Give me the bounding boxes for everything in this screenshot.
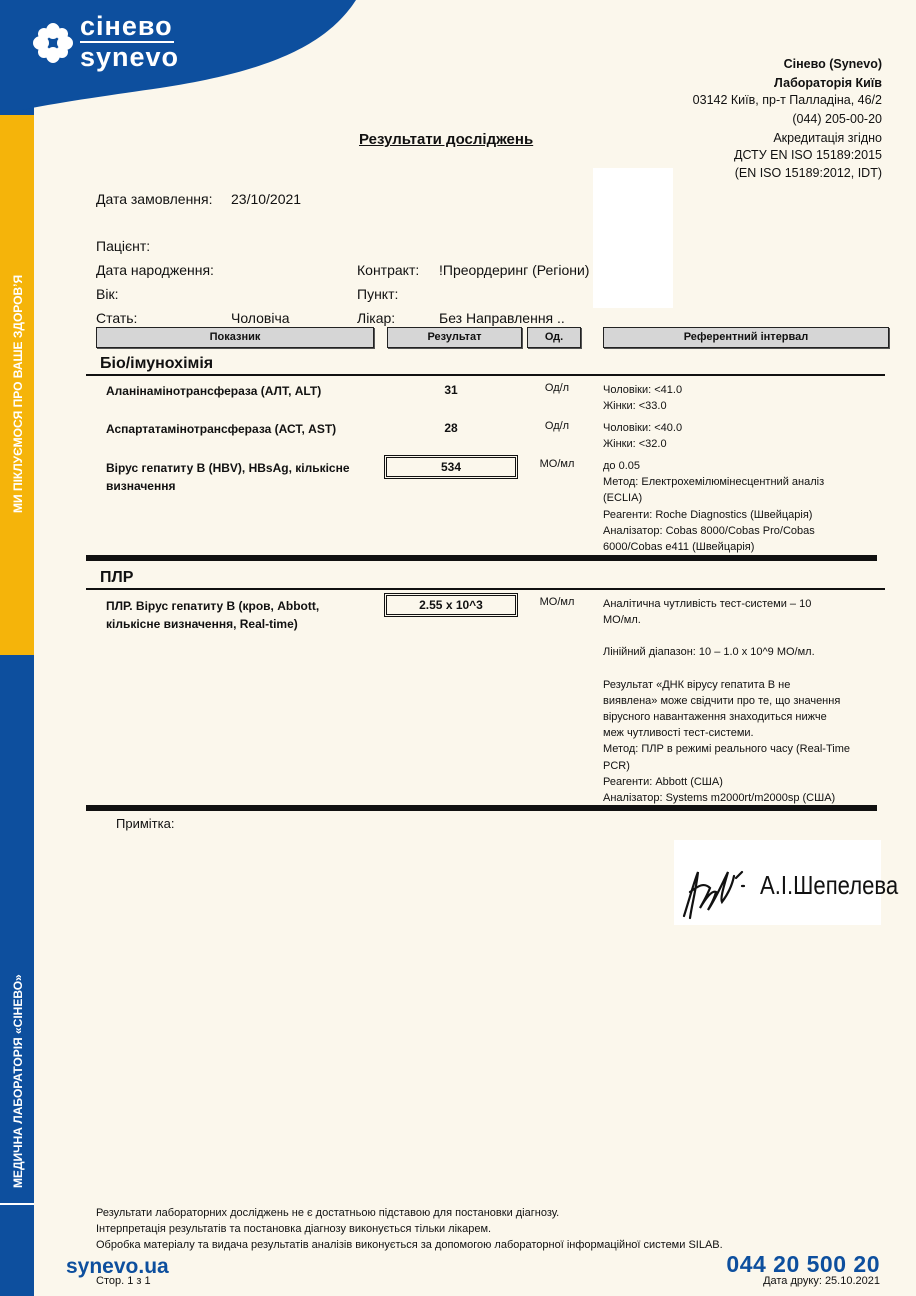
doctor-value: Без Направлення ..	[439, 310, 565, 326]
lab-phone: (044) 205-00-20	[792, 112, 882, 126]
test-unit: МО/мл	[539, 458, 575, 470]
section-rule	[86, 374, 885, 376]
disclaimer-line: Результати лабораторних досліджень не є достатньою підставою для постановки діагнозу.	[96, 1207, 560, 1219]
header-unit: Од.	[527, 327, 581, 348]
header-reference: Референтний інтервал	[603, 327, 889, 348]
test-result: 28	[444, 421, 458, 435]
test-result-flagged: 2.55 x 10^3	[384, 593, 518, 617]
phone-number[interactable]: 044 20 500 20	[726, 1251, 880, 1277]
dob-label: Дата народження:	[96, 262, 214, 278]
redacted-block	[593, 168, 673, 308]
lab-branch: Лабораторія Київ	[774, 76, 882, 90]
test-reference: Чоловіки: <40.0 Жінки: <32.0	[603, 422, 683, 451]
age-label: Вік:	[96, 286, 119, 302]
logo-en: synevo	[80, 42, 180, 72]
band-divider	[0, 1203, 34, 1205]
lab-name: Сінево (Synevo)	[783, 57, 882, 71]
section-end-rule	[86, 805, 877, 811]
signature-scribble	[676, 842, 754, 922]
lab-accreditation-standard-2: (EN ISO 15189:2012, IDT)	[734, 166, 882, 180]
patient-label: Пацієнт:	[96, 238, 151, 254]
sex-value: Чоловіча	[231, 310, 290, 326]
test-result-flagged: 534	[384, 455, 518, 479]
section-title: ПЛР	[100, 569, 134, 586]
test-unit: МО/мл	[539, 596, 575, 608]
test-unit: Од/л	[544, 382, 570, 394]
print-date: Дата друку: 25.10.2021	[763, 1275, 880, 1287]
header-indicator: Показник	[96, 327, 374, 348]
order-date-label: Дата замовлення:	[96, 191, 213, 207]
synevo-flower-icon	[32, 22, 74, 64]
test-name: Аланінамінотрансфераза (АЛТ, ALT)	[106, 384, 322, 398]
test-name: ПЛР. Вірус гепатиту В (кров, Abbott, кількісне визначення, Real-time)	[106, 599, 320, 631]
test-name: Аспартатамінотрансфераза (АСТ, AST)	[106, 422, 337, 436]
section-end-rule	[86, 555, 877, 561]
point-label: Пункт:	[357, 286, 399, 302]
doctor-label: Лікар:	[357, 310, 396, 326]
lab-accreditation-standard: ДСТУ EN ISO 15189:2015	[733, 148, 882, 162]
sex-label: Стать:	[96, 310, 138, 326]
note-label: Примітка:	[116, 816, 175, 831]
site-link[interactable]: synevo.ua	[66, 1255, 169, 1278]
disclaimer-line: Обробка матеріалу та видача результатів аналізів виконується за допомогою лабораторної інформаційної системи SILAB.	[96, 1239, 723, 1251]
lab-address: 03142 Київ, пр-т Палладіна, 46/2	[692, 93, 882, 107]
order-date-value: 23/10/2021	[231, 191, 302, 207]
contract-label: Контракт:	[357, 262, 420, 278]
section-rule	[86, 588, 885, 590]
test-result: 31	[444, 383, 458, 397]
test-unit: Од/л	[544, 420, 570, 432]
page-number: Стор. 1 з 1	[96, 1275, 151, 1287]
page-title: Результати досліджень	[359, 131, 534, 148]
logo-ua: сінево	[80, 11, 173, 41]
contract-value: !Преордеринг (Регіони)	[439, 262, 590, 278]
signature-name: А.І.Шепелева	[760, 870, 899, 900]
section-title: Біо/імунохімія	[100, 355, 214, 372]
lab-tagline: МЕДИЧНА ЛАБОРАТОРІЯ «СІНЕВО»	[11, 974, 25, 1188]
lab-accreditation: Акредитація згідно	[773, 131, 882, 145]
test-reference: Чоловіки: <41.0 Жінки: <33.0	[603, 384, 683, 413]
test-name: Вірус гепатиту В (HBV), HBsAg, кількісне визначення	[106, 461, 350, 493]
test-reference: Аналітична чутливість тест-системи – 10 МО/мл. Лінійний діапазон: 10 – 1.0 x 10^9 МО/мл. Результат «ДНК вірусу гепатита В не виявлена» може свідчити про те, що значення вірусного навантаження знаходиться нижче меж чутливості тест-системи. Метод: ПЛР в режимі реального часу (Real-Time PCR) Реагенти: Abbott (США) Аналізатор: Systems m2000rt/m2000sp (США)	[603, 598, 850, 805]
disclaimer-line: Інтерпретація результатів та постановка діагнозу виконується тільки лікарем.	[96, 1223, 492, 1235]
test-reference: до 0.05 Метод: Електрохемілюмінесцентний аналіз (ECLIA) Реагенти: Roche Diagnostics (Швейцарія) Аналізатор: Cobas 8000/Cobas Pro/Cobas 6000/Cobas e411 (Швейцарія)	[603, 460, 825, 554]
slogan: МИ ПІКЛУЄМОСЯ ПРО ВАШЕ ЗДОРОВ’Я	[11, 274, 25, 513]
header-result: Результат	[387, 327, 522, 348]
